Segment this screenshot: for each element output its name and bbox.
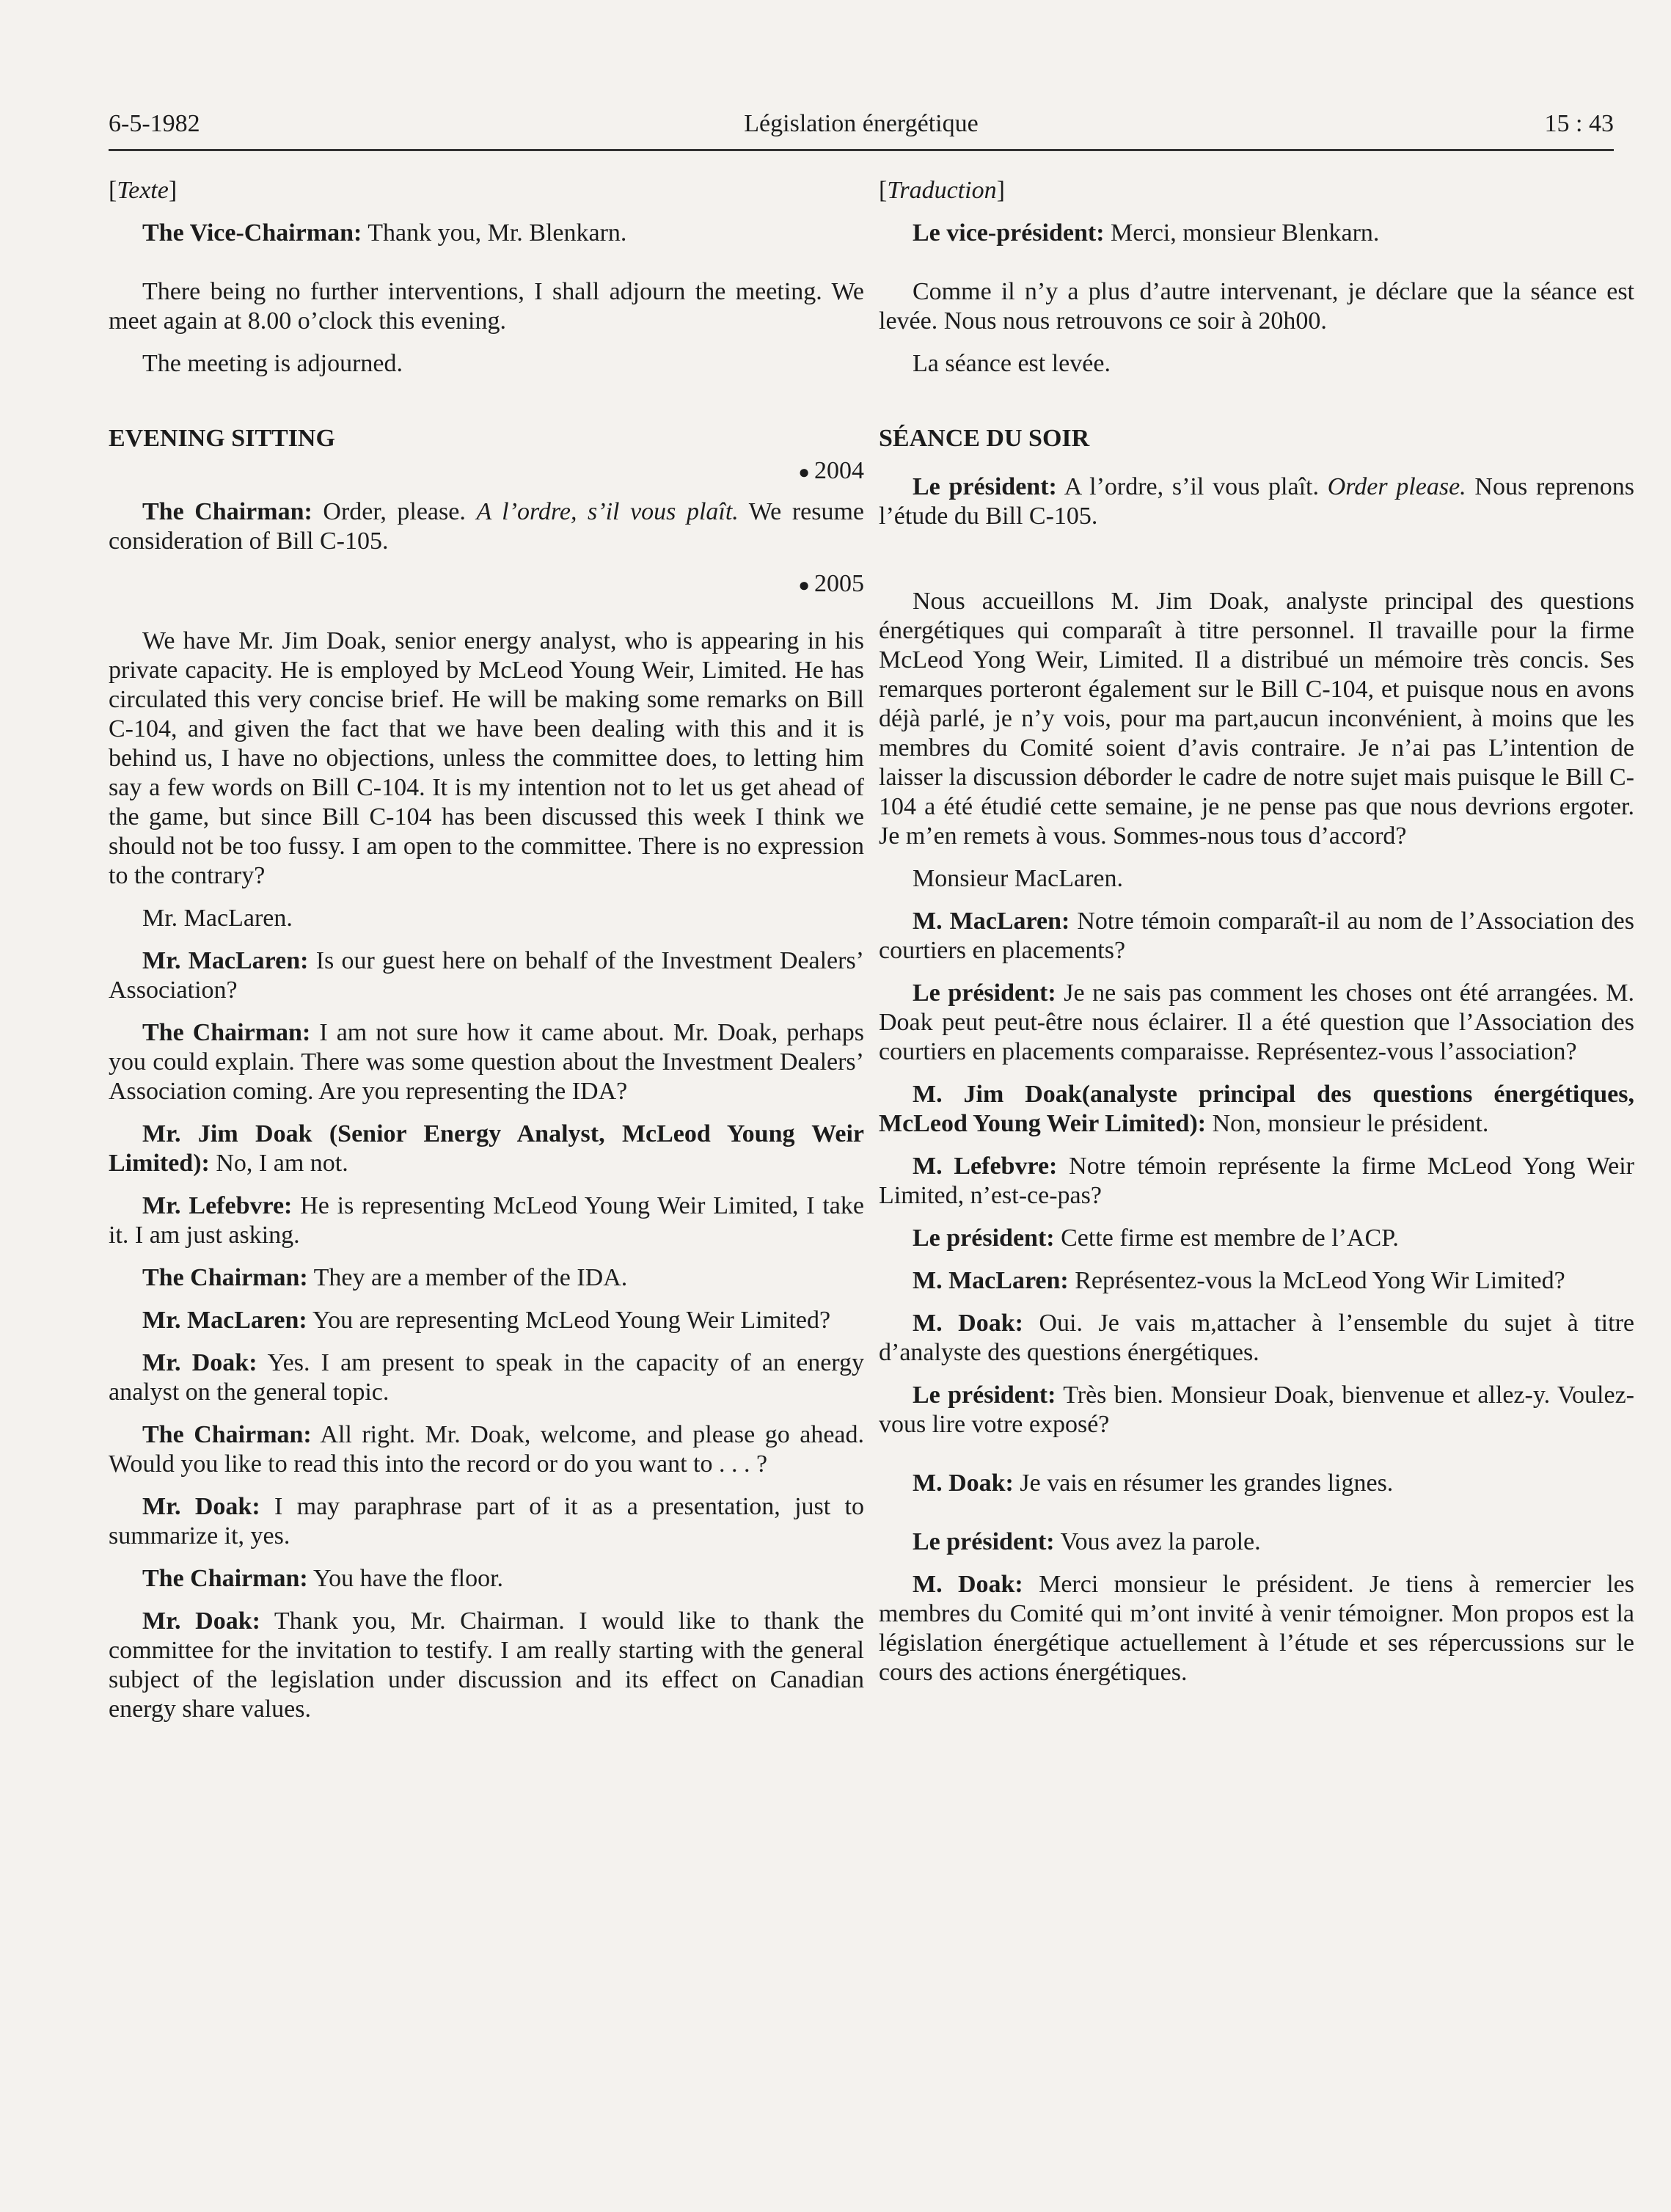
speaker: Mr. Doak: bbox=[142, 1493, 260, 1521]
paragraph: The Chairman: They are a member of the IDA. bbox=[142, 1264, 628, 1292]
paragraph: The Chairman: All right. Mr. Doak, welcome, and please go ahead. Would you like to read this into the record or do you want to . . . ? bbox=[109, 1421, 865, 1478]
speaker: Le président: bbox=[913, 473, 1057, 500]
paragraph: M. MacLaren: Représentez-vous la McLeod Yong Wir Limited? bbox=[913, 1267, 1565, 1294]
speaker: Le président: bbox=[913, 1381, 1056, 1409]
paragraph: M. Doak: Je vais en résumer les grandes lignes. bbox=[913, 1470, 1394, 1497]
paragraph: We have Mr. Jim Doak, senior energy analyst, who is appearing in his private capacity. He is employed by McLeod Young Weir, Limited. He has circulated this very concise brief. He will be making some remarks on Bill C-104, and given the fact that we have been dealing with this and it is behind us, I have no objections, unless the committee does, to letting him say a few words on Bill C-104. It is my intention not to let us get ahead of the game, but since Bill C-104 has been discussed this week I think we should not be too fussy. I am open to the committee. There is no expression to the contrary? bbox=[109, 627, 864, 890]
speaker: M. Doak: bbox=[913, 1470, 1014, 1497]
paragraph: The Chairman: Order, please. A l’ordre, s’il vous plaît. We resume consideration of Bill C-105. bbox=[109, 498, 864, 555]
speaker: The Chairman: bbox=[142, 1421, 312, 1449]
time-marker: ● 2005 bbox=[798, 570, 864, 598]
paragraph: Le président: Cette firme est membre de l’ACP. bbox=[913, 1224, 1399, 1252]
speaker: Mr. Jim Doak (Senior Energy Analyst, McLeod Young Weir Limited): bbox=[109, 1120, 864, 1178]
paragraph: M. Doak: Merci monsieur le président. Je tiens à remercier les membres du Comité qui m’ont invité à venir témoigner. Mon propos est la législation énergétique actuellement à l’étude et ses répercussions sur le cours des actions énergétiques. bbox=[879, 1571, 1634, 1686]
paragraph: Mr. Doak: I may paraphrase part of it as a presentation, just to summarize it, yes. bbox=[109, 1493, 864, 1550]
paragraph: Le président: Très bien. Monsieur Doak, bienvenue et allez-y. Voulez-vous lire votre exposé? bbox=[879, 1381, 1634, 1438]
paragraph: Mr. Doak: Yes. I am present to speak in the capacity of an energy analyst on the general topic. bbox=[109, 1349, 864, 1406]
paragraph: There being no further interventions, I shall adjourn the meeting. We meet again at 8.00 o’clock this evening. bbox=[109, 278, 864, 335]
speaker: Mr. MacLaren: bbox=[142, 1307, 307, 1335]
page-header bbox=[109, 110, 1614, 148]
time-marker: ● 2004 bbox=[798, 457, 864, 484]
speaker: The Chairman: bbox=[142, 1565, 308, 1593]
paragraph: La séance est levée. bbox=[913, 350, 1111, 377]
speaker: M. Doak: bbox=[913, 1310, 1023, 1337]
speaker: M. Jim Doak(analyste principal des questions énergétiques, McLeod Young Weir Limited): bbox=[879, 1081, 1634, 1137]
header-date: 6-5-1982 bbox=[109, 110, 200, 137]
english-column bbox=[109, 176, 864, 1737]
paragraph: Mr. MacLaren: You are representing McLeod Young Weir Limited? bbox=[142, 1307, 831, 1335]
paragraph: Mr. MacLaren: Is our guest here on behalf of the Investment Dealers’ Association? bbox=[109, 947, 865, 1004]
speaker: The Chairman: bbox=[142, 1019, 311, 1047]
speaker: Mr. Doak: bbox=[142, 1349, 257, 1377]
paragraph: The Chairman: You have the floor. bbox=[142, 1565, 504, 1593]
speaker: Le président: bbox=[913, 1528, 1055, 1555]
paragraph: M. MacLaren: Notre témoin comparaît-il au nom de l’Association des courtiers en placements? bbox=[879, 908, 1635, 964]
paragraph: M. Jim Doak(analyste principal des questions énergétiques, McLeod Young Weir Limited): Non, monsieur le président. bbox=[879, 1081, 1634, 1137]
header-page-number: 15 : 43 bbox=[1544, 110, 1614, 137]
speaker: Mr. Doak: bbox=[142, 1607, 260, 1635]
speaker: Mr. MacLaren: bbox=[142, 947, 309, 975]
section-heading: SÉANCE DU SOIR bbox=[879, 425, 1090, 452]
section-heading: EVENING SITTING bbox=[109, 425, 335, 452]
paragraph: M. Lefebvre: Notre témoin représente la firme McLeod Yong Weir Limited, n’est-ce-pas? bbox=[879, 1153, 1634, 1209]
speaker: M. MacLaren: bbox=[913, 1267, 1069, 1294]
paragraph: The Vice-Chairman: Thank you, Mr. Blenkarn. bbox=[142, 219, 627, 247]
paragraph: Mr. Jim Doak (Senior Energy Analyst, McLeod Young Weir Limited): No, I am not. bbox=[109, 1120, 864, 1178]
french-column bbox=[879, 176, 1634, 1701]
speaker: M. MacLaren: bbox=[913, 908, 1070, 935]
paragraph: M. Doak: Oui. Je vais m,attacher à l’ensemble du sujet à titre d’analyste des questions énergétiques. bbox=[879, 1310, 1634, 1366]
speaker: Le président: bbox=[913, 979, 1056, 1007]
paragraph: Comme il n’y a plus d’autre intervenant, je déclare que la séance est levée. Nous nous retrouvons ce soir à 20h00. bbox=[879, 278, 1634, 335]
speaker: Le vice-président: bbox=[913, 219, 1105, 247]
paragraph: Le président: Je ne sais pas comment les choses ont été arrangées. M. Doak peut peut-être nous éclairer. Il a été question que l’Association des courtiers en placements comparaisse. Représentez-vous l’association? bbox=[879, 979, 1635, 1065]
paragraph: Le vice-président: Merci, monsieur Blenkarn. bbox=[913, 219, 1380, 247]
speaker: M. Lefebvre: bbox=[913, 1153, 1058, 1180]
speaker: The Chairman: bbox=[142, 498, 312, 526]
paragraph: Mr. Doak: Thank you, Mr. Chairman. I would like to thank the committee for the invitation to testify. I am really starting with the general subject of the legislation under discussion and its effect on Canadian energy share values. bbox=[109, 1607, 864, 1723]
speaker: M. Doak: bbox=[913, 1571, 1023, 1598]
paragraph: Mr. Lefebvre: He is representing McLeod Young Weir Limited, I take it. I am just asking. bbox=[109, 1192, 864, 1249]
speaker: The Vice-Chairman: bbox=[142, 219, 362, 247]
speaker: Mr. Lefebvre: bbox=[142, 1192, 293, 1220]
paragraph: Le président: A l’ordre, s’il vous plaît. Order please. Nous reprenons l’étude du Bill C-105. bbox=[879, 473, 1634, 530]
paragraph: Nous accueillons M. Jim Doak, analyste principal des questions énergétiques qui comparaît à titre personnel. Il travaille pour la firme McLeod Yong Weir, Limited. Il a distribué un mémoire très concis. Ses remarques porteront également sur le Bill C-104, et puisque nous en avons déjà parlé, je n’y vois, pour ma part,aucun inconvénient, à moins que les membres du Comité soient d’avis contraire. Je n’ai pas L’intention de laisser la discussion déborder le cadre de notre sujet mais puisque le Bill C-104 a été étudié cette semaine, je ne pense pas que nous devrions ergoter. Je m’en remets à vous. Sommes-nous tous d’accord? bbox=[879, 588, 1634, 850]
speaker: The Chairman: bbox=[142, 1264, 308, 1292]
paragraph: Le président: Vous avez la parole. bbox=[913, 1528, 1261, 1555]
speaker: Le président: bbox=[913, 1224, 1055, 1252]
language-tag: [Traduction] bbox=[879, 177, 1005, 204]
paragraph: The meeting is adjourned. bbox=[142, 350, 403, 377]
paragraph: The Chairman: I am not sure how it came about. Mr. Doak, perhaps you could explain. There was some question about the Investment Dealers’ Association coming. Are you representing the IDA? bbox=[109, 1019, 864, 1106]
header-title: Législation énergétique bbox=[744, 110, 979, 137]
language-tag: [Texte] bbox=[109, 177, 178, 204]
header-rule bbox=[109, 149, 1614, 151]
paragraph: Monsieur MacLaren. bbox=[913, 865, 1124, 892]
paragraph: Mr. MacLaren. bbox=[142, 905, 293, 932]
